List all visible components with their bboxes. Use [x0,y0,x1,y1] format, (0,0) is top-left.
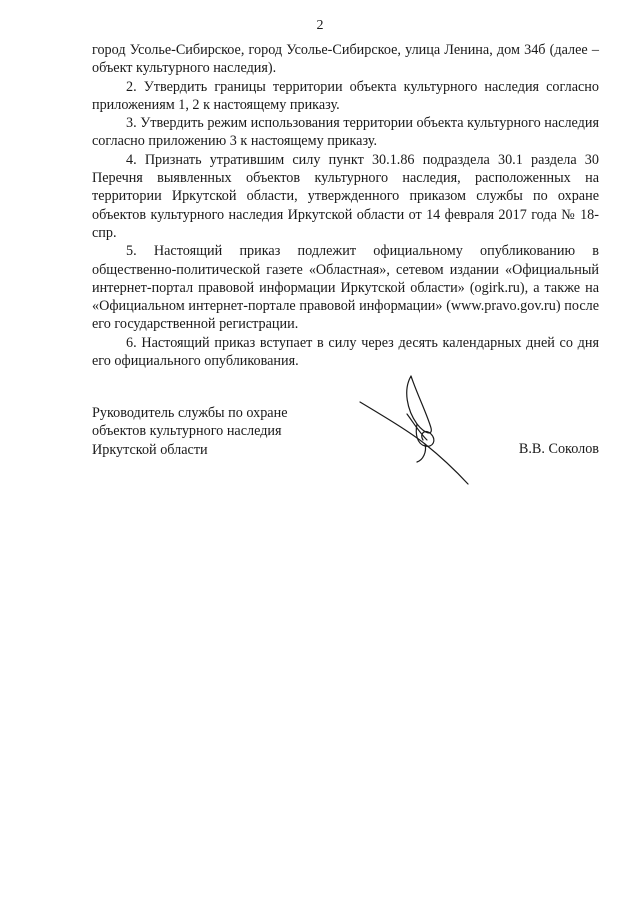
paragraph-item-3: 3. Утвердить режим использования территории объекта культурного наследия согласно приложению 3 к настоящему приказу. [92,115,599,150]
signer-name: В.В. Соколов [518,441,599,457]
paragraph-address-continuation: город Усолье-Сибирское, город Усолье-Сибирское, улица Ленина, дом 34б (далее – объект культурного наследия). [92,42,599,77]
paragraph-item-5: 5. Настоящий приказ подлежит официальному опубликованию в общественно-политической газете «Областная», сетевом издании «Официальный интернет-портал правовой информации Иркутской области» (ogirk.ru), а также на «Официальном интернет-портале правовой информации» (www.pravo.gov.ru) после его государственной регистрации. [92,243,599,333]
paragraph-item-6: 6. Настоящий приказ вступает в силу через десять календарных дней со дня его официального опубликования. [92,334,599,370]
signer-position-title [92,404,352,459]
paragraph-item-4: 4. Признать утратившим силу пункт 30.1.86 подраздела 30.1 раздела 30 Перечня выявленных объектов культурного наследия, расположенных на территории Иркутской области, утвержденного приказом службы по охране объектов культурного наследия Иркутской области от 14 февраля 2017 года № 18-спр. [92,151,599,241]
signature-block [92,404,599,494]
signer-position-line: объектов культурного наследия [92,423,282,440]
page-number: 2 [316,18,324,33]
signer-position-line: Руководитель службы по охране [92,405,288,421]
handwritten-signature [355,372,475,492]
document-body [92,41,599,370]
signer-position-line: Иркутской области [92,441,208,458]
paragraph-item-2: 2. Утвердить границы территории объекта культурного наследия согласно приложениям 1, 2 к настоящему приказу. [92,78,599,113]
